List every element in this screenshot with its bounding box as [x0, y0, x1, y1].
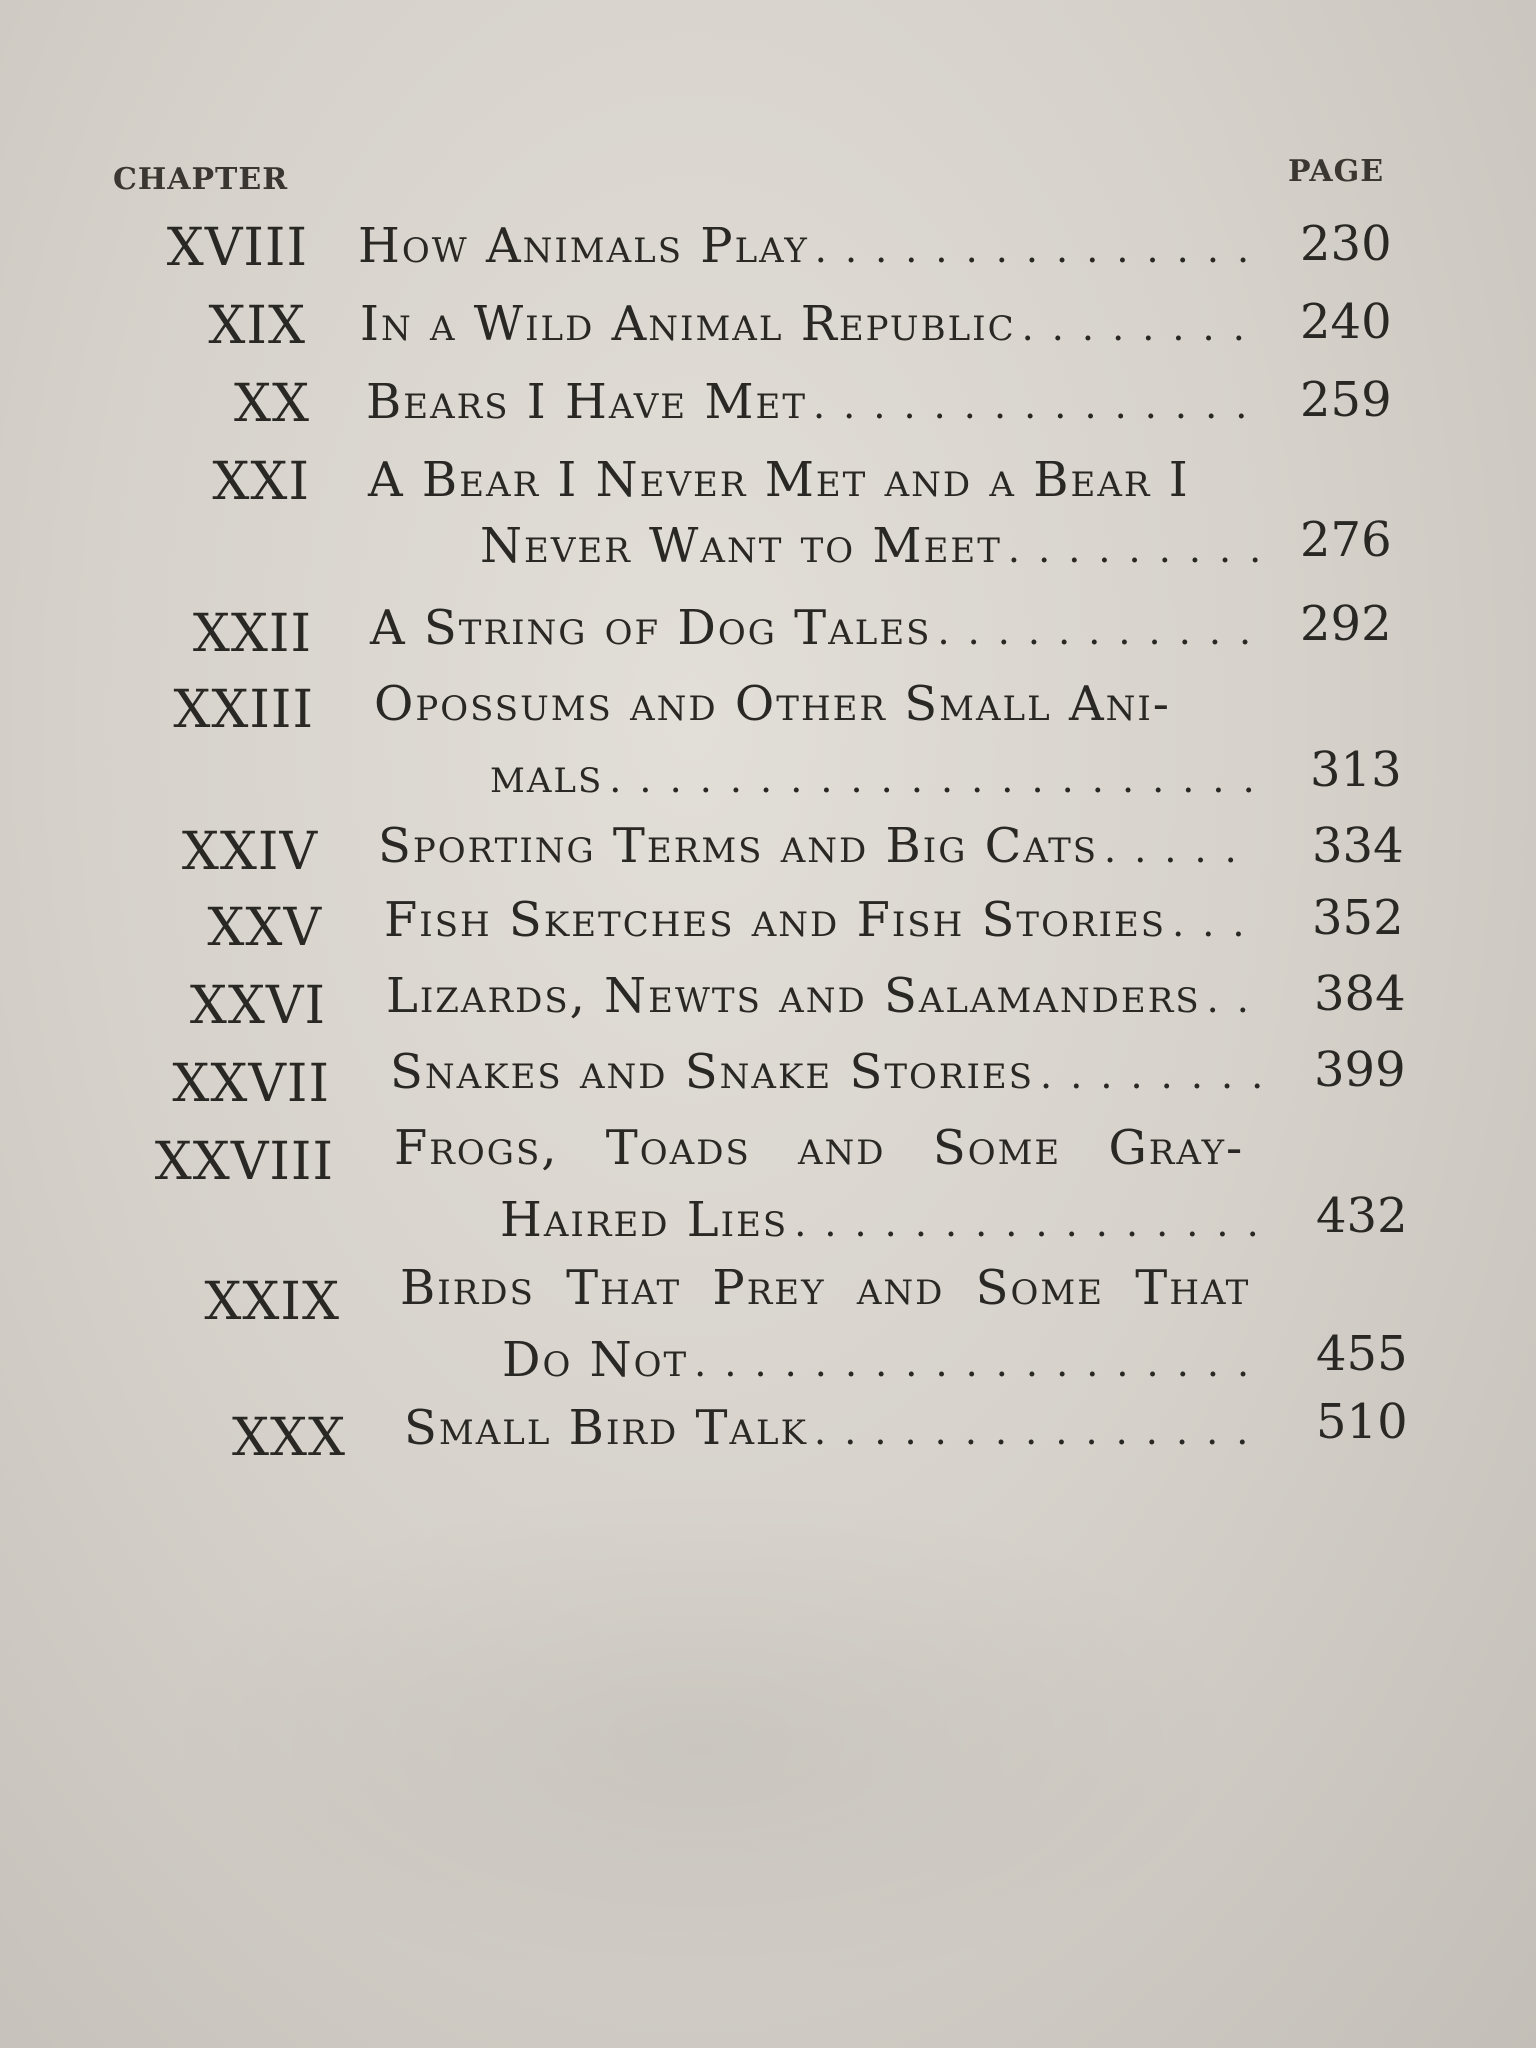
- dot-leader: [815, 227, 1258, 271]
- page-number: 352: [1312, 890, 1404, 946]
- chapter-numeral: XXI: [212, 452, 310, 512]
- dot-leader: [1008, 527, 1258, 571]
- dot-leader: [814, 1409, 1264, 1453]
- chapter-title: Bears I Have Met: [366, 374, 808, 430]
- chapter-title: A Bear I Never Met and a Bear I: [368, 452, 1190, 508]
- chapter-title-continued: Do Not: [502, 1332, 689, 1388]
- dot-leader: [1022, 305, 1258, 349]
- chapter-numeral: XXIX: [204, 1272, 340, 1332]
- chapter-title: Birds That Prey and Some That: [400, 1260, 1251, 1316]
- chapter-numeral: XXIV: [181, 822, 318, 882]
- chapter-title: Opossums and Other Small Ani-: [374, 676, 1172, 732]
- chapter-title: A String of Dog Tales: [370, 600, 932, 656]
- chapter-title-line: [394, 1120, 1264, 1176]
- chapter-numeral: XXII: [192, 604, 312, 664]
- chapter-title-line: [360, 296, 1258, 352]
- chapter-title-line: [390, 1044, 1260, 1100]
- page-number: 230: [1300, 216, 1392, 272]
- dot-leader: [694, 1341, 1264, 1385]
- page-number: 399: [1314, 1042, 1406, 1098]
- chapter-title: Snakes and Snake Stories: [390, 1044, 1035, 1100]
- dot-leader: [813, 383, 1258, 427]
- chapter-title-line: [358, 218, 1258, 274]
- chapter-title: Lizards, Newts and Salamanders: [386, 968, 1201, 1024]
- page-number: 240: [1300, 294, 1392, 350]
- chapter-title: Sporting Terms and Big Cats: [378, 818, 1099, 874]
- chapter-title-line-continued: [490, 748, 1258, 804]
- chapter-title-line: [374, 676, 1171, 732]
- chapter-title-line-continued: [480, 518, 1258, 574]
- page-number: 334: [1312, 818, 1404, 874]
- chapter-numeral: XXVII: [172, 1054, 330, 1114]
- page-number: 259: [1300, 372, 1392, 428]
- chapter-title-continued: mals: [490, 748, 604, 804]
- chapter-title-line-continued: [502, 1332, 1264, 1388]
- bleed-through-shadow: [150, 1480, 1250, 2000]
- dot-leader: [1207, 977, 1264, 1021]
- chapter-title: In a Wild Animal Republic: [360, 296, 1016, 352]
- chapter-title-line: [384, 892, 1258, 948]
- chapter-numeral: XX: [233, 374, 310, 434]
- page-number: 276: [1300, 512, 1392, 568]
- chapter-numeral: XXVI: [189, 976, 326, 1036]
- chapter-title-line: [378, 818, 1258, 874]
- page-number: 432: [1316, 1188, 1408, 1244]
- chapter-title-line: [368, 452, 1190, 508]
- page-number: 510: [1316, 1394, 1408, 1450]
- chapter-title: How Animals Play: [358, 218, 809, 274]
- dot-leader: [937, 609, 1258, 653]
- dot-leader: [1040, 1053, 1260, 1097]
- chapter-numeral: XXV: [207, 898, 322, 958]
- page-number: 384: [1314, 966, 1406, 1022]
- chapter-title-line: [404, 1400, 1264, 1456]
- dot-leader: [609, 757, 1258, 801]
- chapter-title-line: [370, 600, 1258, 656]
- page-column-header: PAGE: [1288, 154, 1385, 189]
- chapter-title-line-continued: [500, 1192, 1266, 1248]
- chapter-title-line: [366, 374, 1258, 430]
- page-number: 313: [1310, 742, 1402, 798]
- dot-leader: [1172, 901, 1258, 945]
- chapter-title: Fish Sketches and Fish Stories: [384, 892, 1167, 948]
- chapter-title-continued: Never Want to Meet: [480, 518, 1002, 574]
- chapter-numeral: XXX: [231, 1408, 346, 1468]
- chapter-numeral: XIX: [208, 296, 306, 356]
- chapter-numeral: XXIII: [173, 680, 314, 740]
- chapter-title-line: [400, 1260, 1250, 1316]
- chapter-numeral: XVIII: [166, 218, 308, 278]
- chapter-title: Small Bird Talk: [404, 1400, 809, 1456]
- dot-leader: [794, 1201, 1266, 1245]
- chapter-title-line: [386, 968, 1264, 1024]
- chapter-title: Frogs, Toads and Some Gray-: [394, 1120, 1245, 1176]
- page-number: 292: [1300, 596, 1392, 652]
- chapter-numeral: XXVIII: [154, 1132, 334, 1192]
- chapter-title-continued: Haired Lies: [500, 1192, 789, 1248]
- page-number: 455: [1316, 1326, 1408, 1382]
- chapter-column-header: CHAPTER: [113, 162, 289, 197]
- dot-leader: [1104, 827, 1258, 871]
